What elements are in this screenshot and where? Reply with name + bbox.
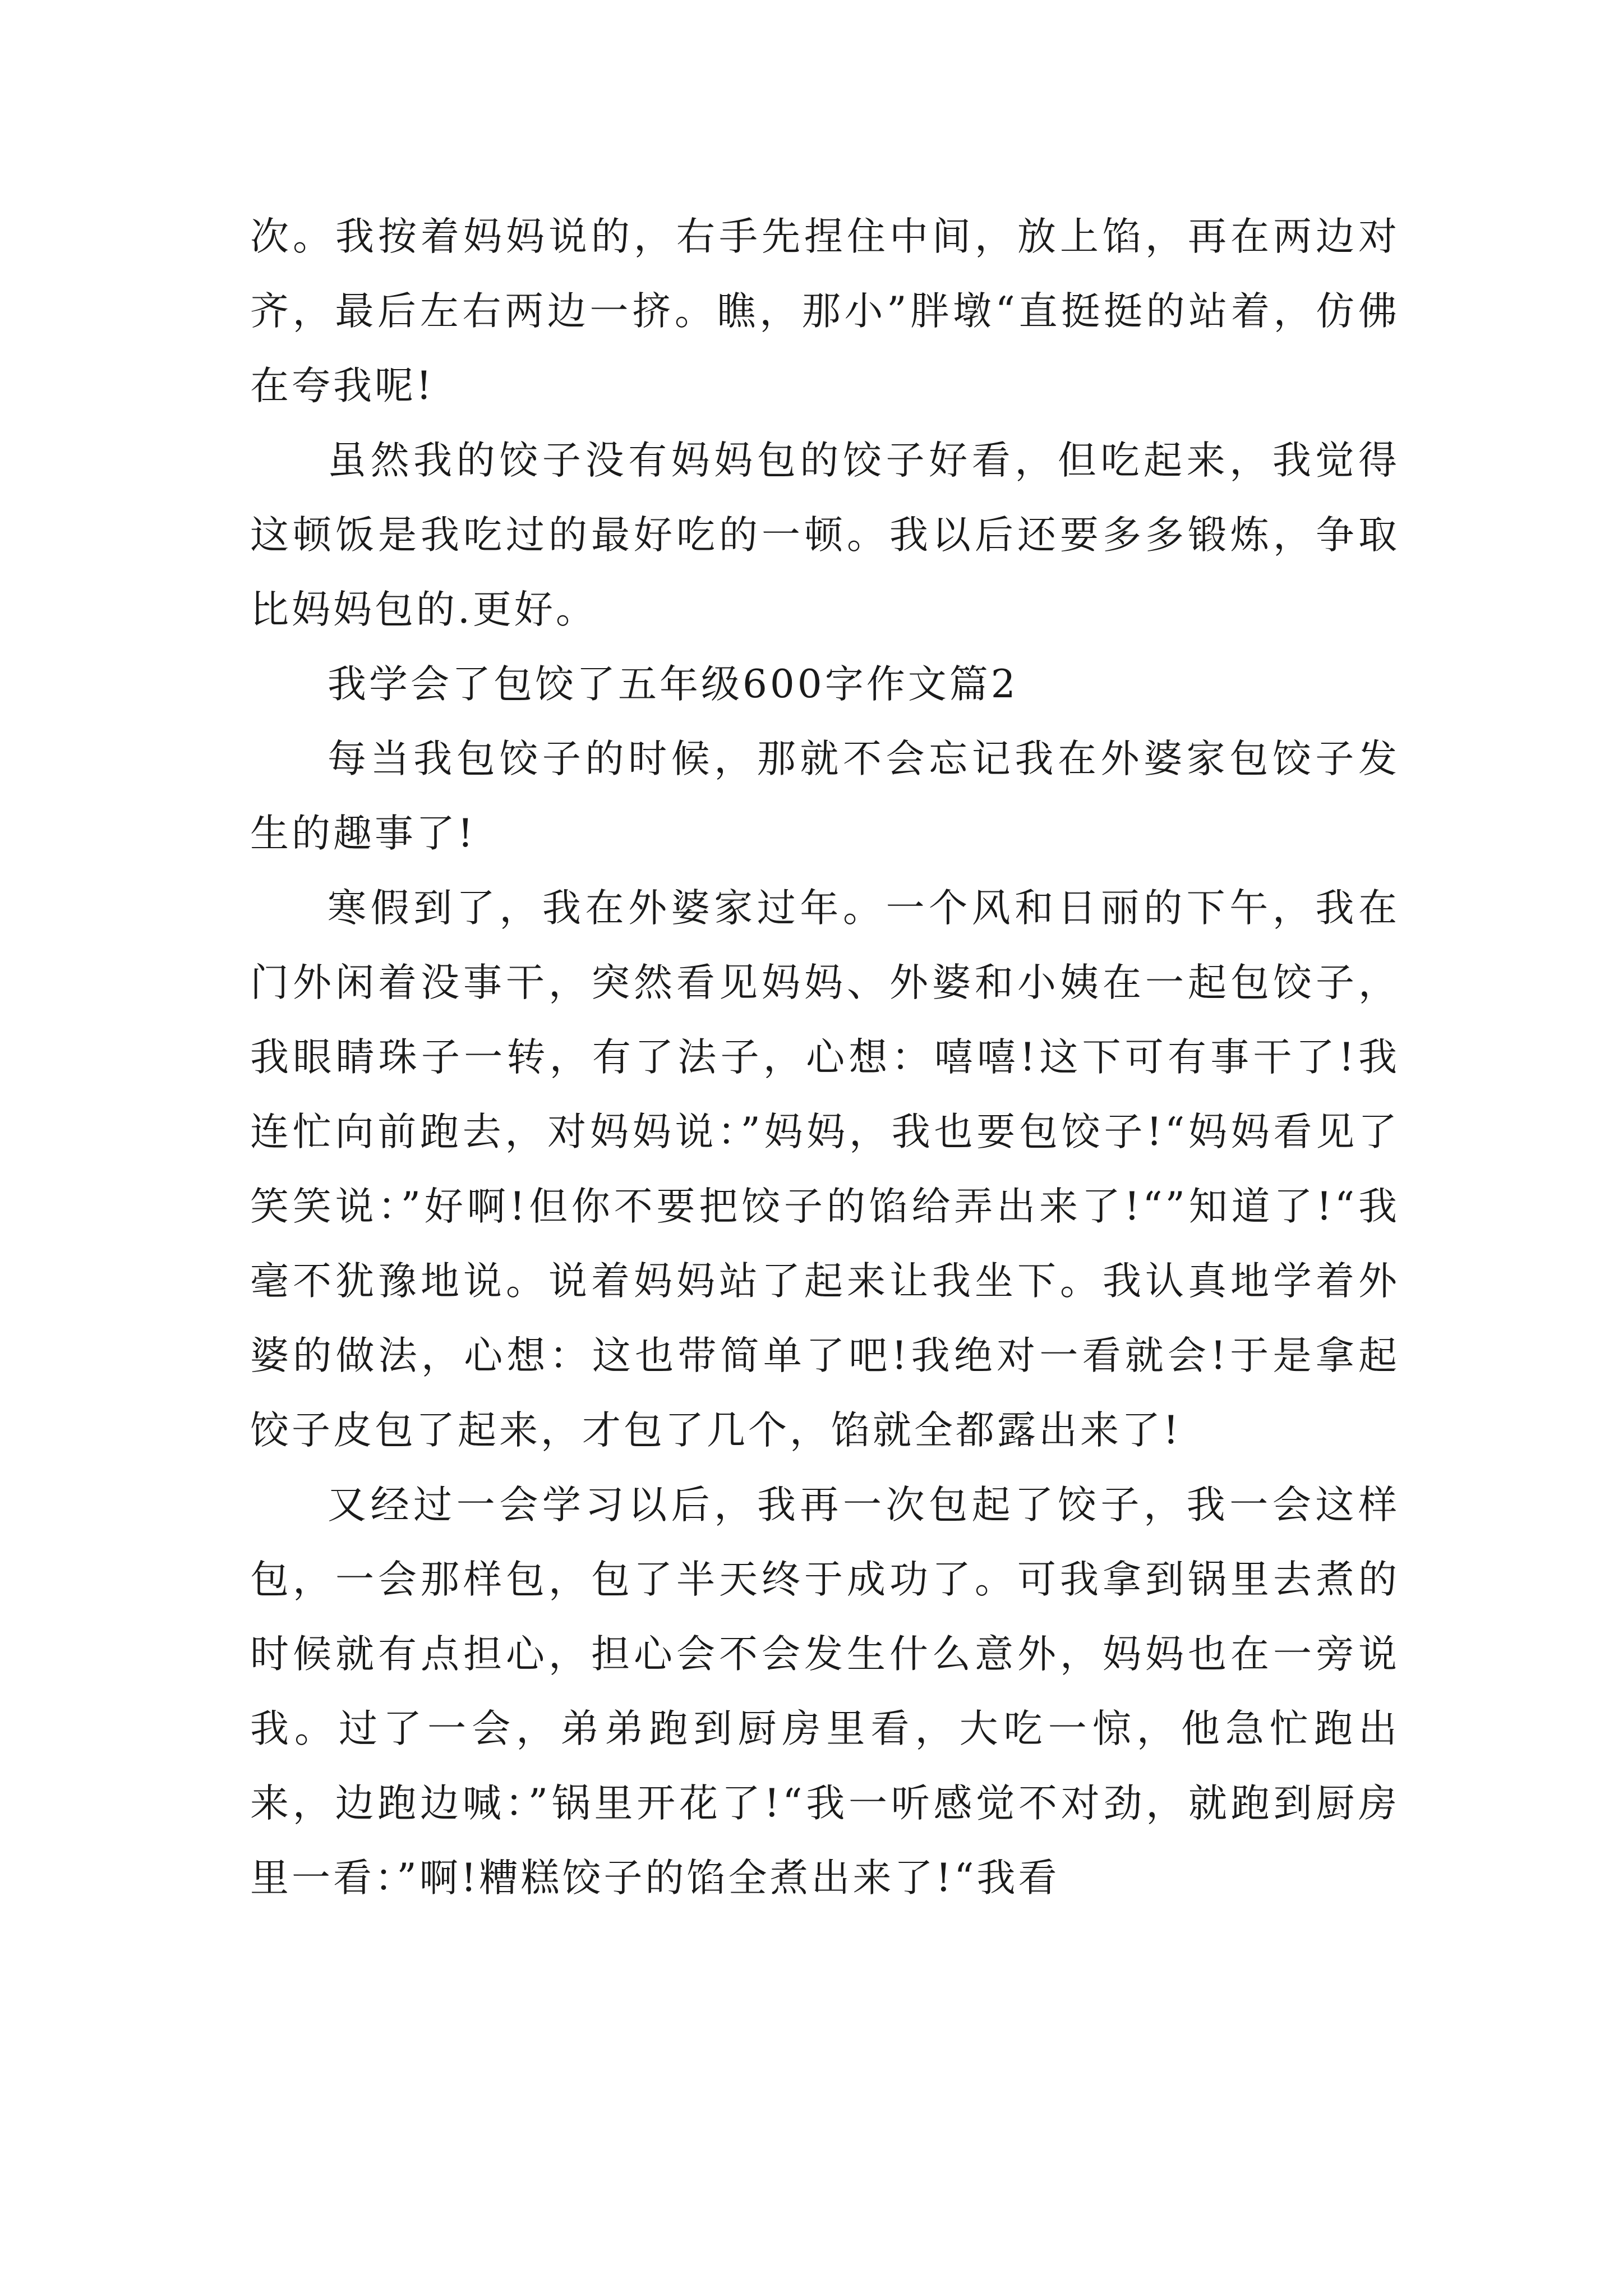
section-heading: 我学会了包饺了五年级600字作文篇2 [328,662,1018,707]
paragraph-2: 虽然我的饺子没有妈妈包的饺子好看，但吃起来，我觉得这顿饭是我吃过的最好吃的一顿。我以后还要多多锻炼，争取比妈妈包的.更好。 [250,438,1400,632]
paragraph-3: 每当我包饺子的时候，那就不会忘记我在外婆家包饺子发生的趣事了! [250,737,1400,856]
paragraph-1: 次。我按着妈妈说的，右手先捏住中间，放上馅，再在两边对齐，最后左右两边一挤。瞧，那小”胖墩“直挺挺的站着，仿佛在夸我呢! [250,214,1400,408]
paragraph-5: 又经过一会学习以后，我再一次包起了饺子，我一会这样包，一会那样包，包了半天终于成功了。可我拿到锅里去煮的时候就有点担心，担心会不会发生什么意外，妈妈也在一旁说我。过了一会，弟弟跑到厨房里看，大吃一惊，他急忙跑出来，边跑边喊：”锅里开花了!“我一听感觉不对劲，就跑到厨房里一看：”啊!糟糕饺子的馅全煮出来了!“我看 [250,1483,1400,1901]
document-body [250,200,1400,1916]
paragraph-4: 寒假到了，我在外婆家过年。一个风和日丽的下午，我在门外闲着没事干，突然看见妈妈、外婆和小姨在一起包饺子，我眼睛珠子一转，有了法子，心想：嘻嘻!这下可有事干了!我连忙向前跑去，对妈妈说：”妈妈，我也要包饺子!“妈妈看见了笑笑说：”好啊!但你不要把饺子的馅给弄出来了!“”知道了!“我毫不犹豫地说。说着妈妈站了起来让我坐下。我认真地学着外婆的做法，心想：这也带简单了吧!我绝对一看就会!于是拿起饺子皮包了起来，才包了几个，馅就全都露出来了! [250,886,1400,1453]
